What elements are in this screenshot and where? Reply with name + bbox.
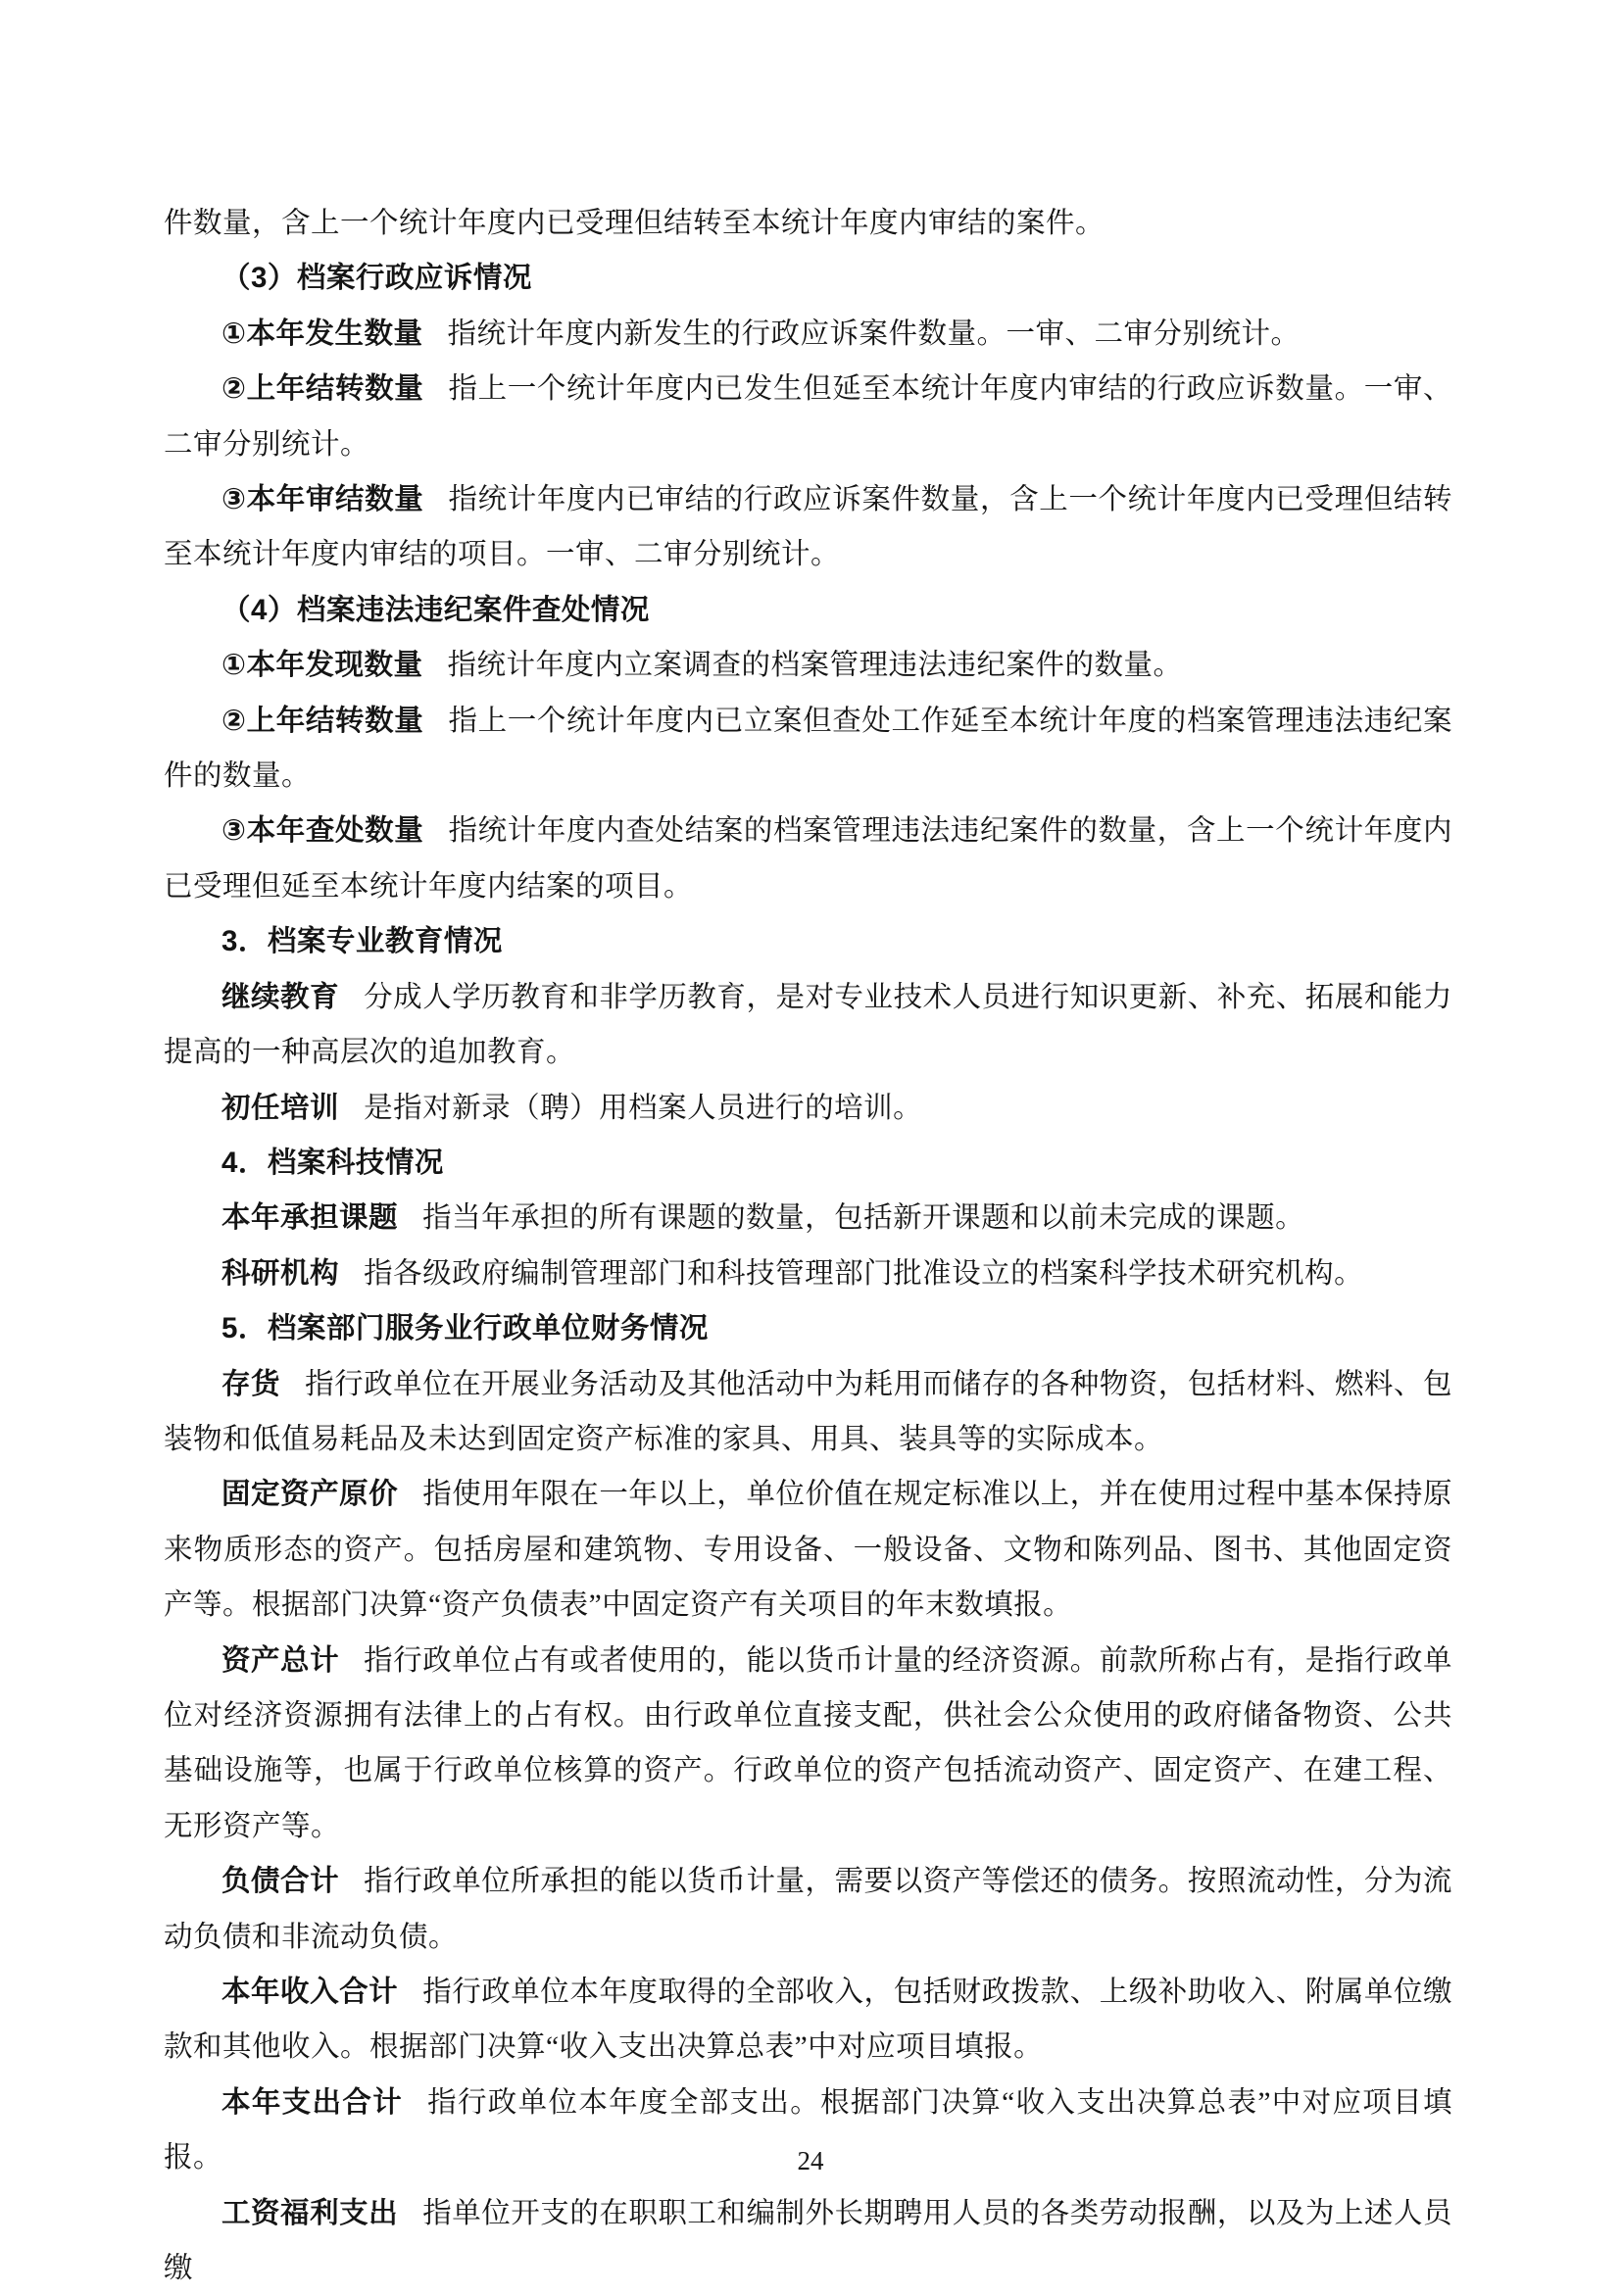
term-label: 初任培训 (221, 1091, 340, 1124)
term-label: ③本年审结数量 (221, 483, 424, 516)
term-label: 本年支出合计 (221, 2085, 404, 2119)
section-heading: （3）档案行政应诉情况 (221, 262, 532, 295)
paragraph (164, 804, 1452, 914)
paragraph (164, 1854, 1452, 1965)
page-body (164, 196, 1452, 2296)
page-number: 24 (797, 2146, 824, 2175)
term-label: ①本年发生数量 (221, 317, 423, 350)
term-label: ③本年查处数量 (221, 814, 424, 848)
definition-text: 指单位开支的在职职工和编制外长期聘用人员的各类劳动报酬，以及为上述人员缴 (164, 2197, 1452, 2285)
term-label: 固定资产原价 (221, 1478, 399, 1511)
term-label: 存货 (221, 1367, 281, 1400)
definition-text: 指上一个统计年度内已立案但查处工作延至本统计年度的档案管理违法违纪案件的数量。 (164, 705, 1452, 793)
definition-text: 指使用年限在一年以上，单位价值在规定标准以上，并在使用过程中基本保持原来物质形态的资产。包括房屋和建筑物、专用设备、一般设备、文物和陈列品、图书、其他固定资产等。根据部门决算“资产负债表”中固定资产有关项目的年末数填报。 (164, 1479, 1452, 1622)
definition-text: 指统计年度内查处结案的档案管理违法违纪案件的数量，含上一个统计年度内已受理但延至本统计年度内结案的项目。 (164, 815, 1452, 903)
definition-text: 指统计年度内立案调查的档案管理违法违纪案件的数量。 (447, 650, 1183, 682)
definition-text: 指各级政府编制管理部门和科技管理部门批准设立的档案科学技术研究机构。 (364, 1257, 1364, 1290)
term-label: 负债合计 (221, 1865, 340, 1898)
definition-text: 指行政单位本年度全部支出。根据部门决算“收入支出决算总表”中对应项目填报。 (164, 2086, 1452, 2174)
term-label: ②上年结转数量 (221, 704, 424, 737)
paragraph (164, 1357, 1452, 1468)
paragraph (164, 362, 1452, 472)
section-heading: （4）档案违法违纪案件查处情况 (221, 593, 650, 626)
paragraph (164, 1246, 1452, 1301)
paragraph (164, 694, 1452, 805)
paragraph (164, 1467, 1452, 1633)
section-heading: 4．档案科技情况 (221, 1146, 444, 1179)
paragraph (164, 1965, 1452, 2076)
definition-text: 指行政单位占有或者使用的，能以货币计量的经济资源。前款所称占有，是指行政单位对经济资源拥有法律上的占有权。由行政单位直接支配，供社会公众使用的政府储备物资、公共基础设施等，也属于行政单位核算的资产。行政单位的资产包括流动资产、固定资产、在建工程、无形资产等。 (164, 1644, 1452, 1842)
paragraph (164, 472, 1452, 583)
paragraph (164, 2186, 1452, 2296)
definition-text: 指统计年度内已审结的行政应诉案件数量，含上一个统计年度内已受理但结转至本统计年度内审结的项目。一审、二审分别统计。 (164, 484, 1452, 571)
paragraph (164, 1634, 1452, 1855)
paragraph: 件数量，含上一个统计年度内已受理但结转至本统计年度内审结的案件。 (164, 208, 1105, 239)
definition-text: 指行政单位本年度取得的全部收入，包括财政拨款、上级补助收入、附属单位缴款和其他收入。根据部门决算“收入支出决算总表”中对应项目填报。 (164, 1977, 1452, 2064)
paragraph (164, 970, 1452, 1081)
paragraph (164, 638, 1452, 693)
definition-text: 是指对新录（聘）用档案人员进行的培训。 (364, 1092, 923, 1124)
term-label: 资产总计 (221, 1643, 340, 1677)
definition-text: 指统计年度内新发生的行政应诉案件数量。一审、二审分别统计。 (447, 318, 1301, 350)
paragraph (164, 307, 1452, 362)
term-label: ②上年结转数量 (221, 372, 424, 406)
paragraph (164, 1081, 1452, 1136)
term-label: 本年承担课题 (221, 1201, 399, 1235)
term-label: 继续教育 (221, 980, 340, 1013)
definition-text: 指行政单位所承担的能以货币计量，需要以资产等偿还的债务。按照流动性，分为流动负债和非流动负债。 (164, 1866, 1452, 1953)
definition-text: 指上一个统计年度内已发生但延至本统计年度内审结的行政应诉数量。一审、二审分别统计。 (164, 373, 1452, 461)
term-label: 科研机构 (221, 1256, 340, 1290)
term-label: ①本年发现数量 (221, 649, 423, 682)
term-label: 工资福利支出 (221, 2196, 399, 2229)
paragraph (164, 1191, 1452, 1246)
definition-text: 指当年承担的所有课题的数量，包括新开课题和以前未完成的课题。 (422, 1202, 1305, 1235)
definition-text: 分成人学历教育和非学历教育，是对专业技术人员进行知识更新、补充、拓展和能力提高的一种高层次的追加教育。 (164, 981, 1452, 1069)
definition-text: 指行政单位在开展业务活动及其他活动中为耗用而储存的各种物资，包括材料、燃料、包装物和低值易耗品及未达到固定资产标准的家具、用具、装具等的实际成本。 (164, 1368, 1452, 1455)
term-label: 本年收入合计 (221, 1976, 399, 2008)
section-heading: 3．档案专业教育情况 (221, 925, 503, 958)
section-heading: 5．档案部门服务业行政单位财务情况 (221, 1312, 709, 1345)
